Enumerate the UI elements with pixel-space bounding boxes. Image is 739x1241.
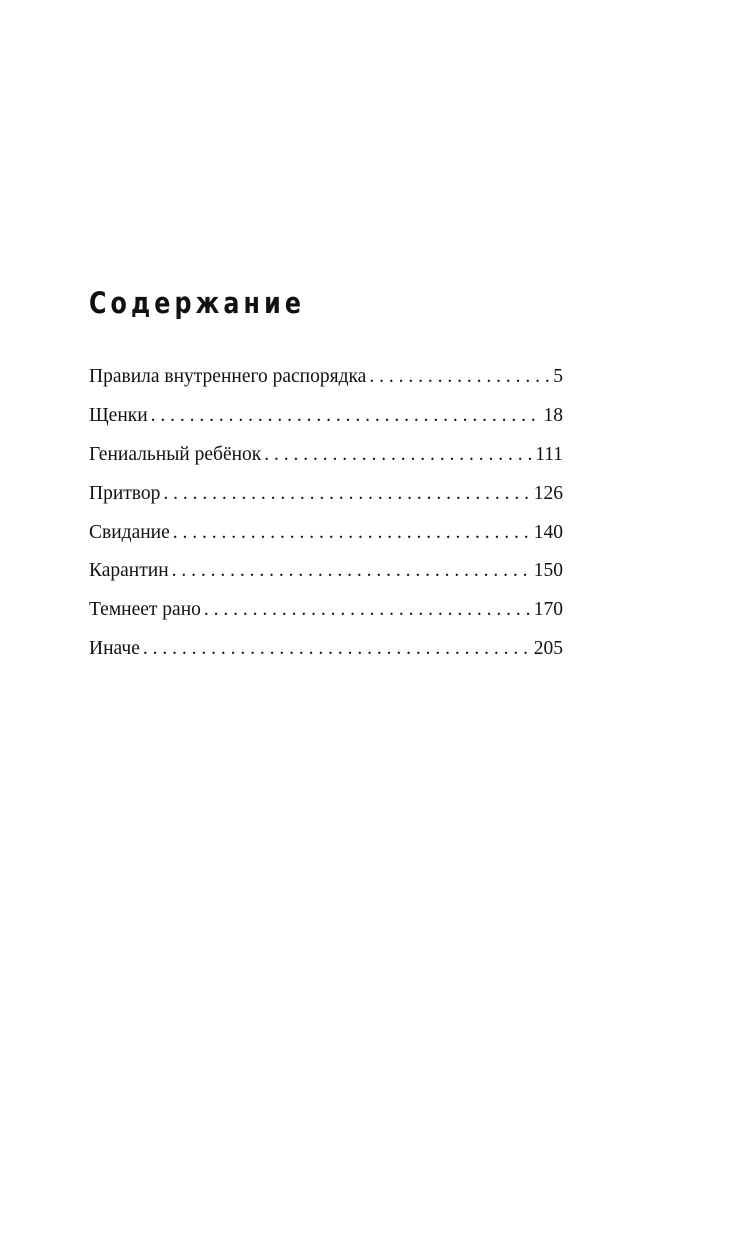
toc-entry <box>89 366 563 405</box>
dot-leader <box>369 366 550 388</box>
toc-entry <box>89 483 563 522</box>
toc-entry <box>89 522 563 561</box>
dot-leader <box>172 560 531 582</box>
toc-page-number: 150 <box>533 560 563 582</box>
toc-entry <box>89 638 563 677</box>
dot-leader <box>151 405 541 427</box>
toc-page-number: 111 <box>535 443 563 465</box>
toc-entry-title: Темнеет рано <box>89 599 201 621</box>
toc-entry <box>89 444 563 483</box>
table-of-contents <box>89 366 563 677</box>
dot-leader <box>163 483 530 505</box>
toc-entry-title: Правила внутреннего распорядка <box>89 366 367 387</box>
toc-entry-title: Гениальный ребёнок <box>89 443 262 465</box>
toc-page-number: 5 <box>553 366 563 387</box>
toc-entry <box>89 560 563 599</box>
dot-leader <box>173 522 531 544</box>
toc-page-number: 18 <box>543 404 563 426</box>
page-title: Содержание <box>89 286 306 320</box>
toc-entry-title: Иначе <box>89 638 140 660</box>
toc-page-number: 126 <box>533 482 563 504</box>
toc-entry-title: Щенки <box>89 404 148 426</box>
toc-entry <box>89 599 563 638</box>
toc-page-number: 205 <box>533 638 563 660</box>
dot-leader <box>204 599 531 621</box>
toc-entry-title: Карантин <box>89 560 169 582</box>
dot-leader <box>143 638 531 660</box>
toc-entry-title: Притвор <box>89 482 161 504</box>
toc-entry <box>89 405 563 444</box>
dot-leader <box>264 444 532 466</box>
toc-entry-title: Свидание <box>89 521 170 543</box>
toc-page-number: 140 <box>533 521 563 543</box>
toc-page-number: 170 <box>533 599 563 621</box>
